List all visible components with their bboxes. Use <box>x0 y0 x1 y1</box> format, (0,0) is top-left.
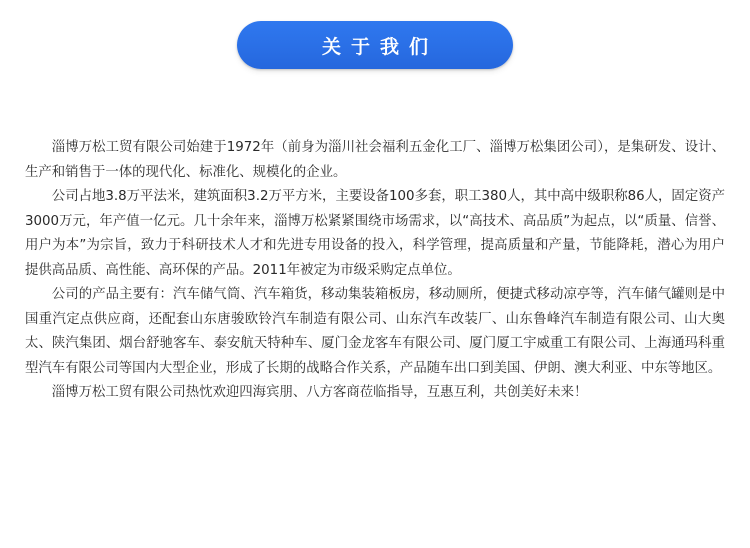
company-introduction <box>25 136 725 406</box>
intro-paragraph-welcome: 淄博万松工贸有限公司热忱欢迎四海宾朋、八方客商莅临指导，互惠互利，共创美好未来！ <box>51 385 588 400</box>
section-title-banner <box>237 21 513 69</box>
section-title: 关于我们 <box>321 35 438 58</box>
intro-paragraph-history: 淄博万松工贸有限公司始建于1972年（前身为淄川社会福利五金化工厂、淄博万松集团公司），是集研发、设计、生产和销售于一体的现代化、标准化、规模化的企业。 <box>25 140 725 180</box>
intro-paragraph-scale: 公司占地3.8万平法米，建筑面积3.2万平方米，主要设备100多套，职工380人，其中高中级职称86人，固定资产3000万元，年产值一亿元。几十余年来，淄博万松紧紧围绕市场需求，以“高技术、高品质”为起点，以“质量、信誉、用户为本”为宗旨，致力于科研技术人才和先进专用设备的投入，科学管理，提高质量和产量，节能降耗，潜心为用户提供高品质、高性能、高环保的产品。2011年被定为市级采购定点单位。 <box>25 189 725 278</box>
intro-paragraph-products: 公司的产品主要有：汽车储气筒、汽车箱货，移动集装箱板房，移动厕所，便捷式移动凉亭等，汽车储气罐则是中国重汽定点供应商，还配套山东唐骏欧铃汽车制造有限公司、山东汽车改装厂、山东鲁峰汽车制造有限公司、山大奥太、陕汽集团、烟台舒驰客车、泰安航天特种车、厦门金龙客车有限公司、厦门厦工宇威重工有限公司、上海通玛科重型汽车有限公司等国内大型企业，形成了长期的战略合作关系，产品随车出口到美国、伊朗、澳大利亚、中东等地区。 <box>25 287 725 376</box>
